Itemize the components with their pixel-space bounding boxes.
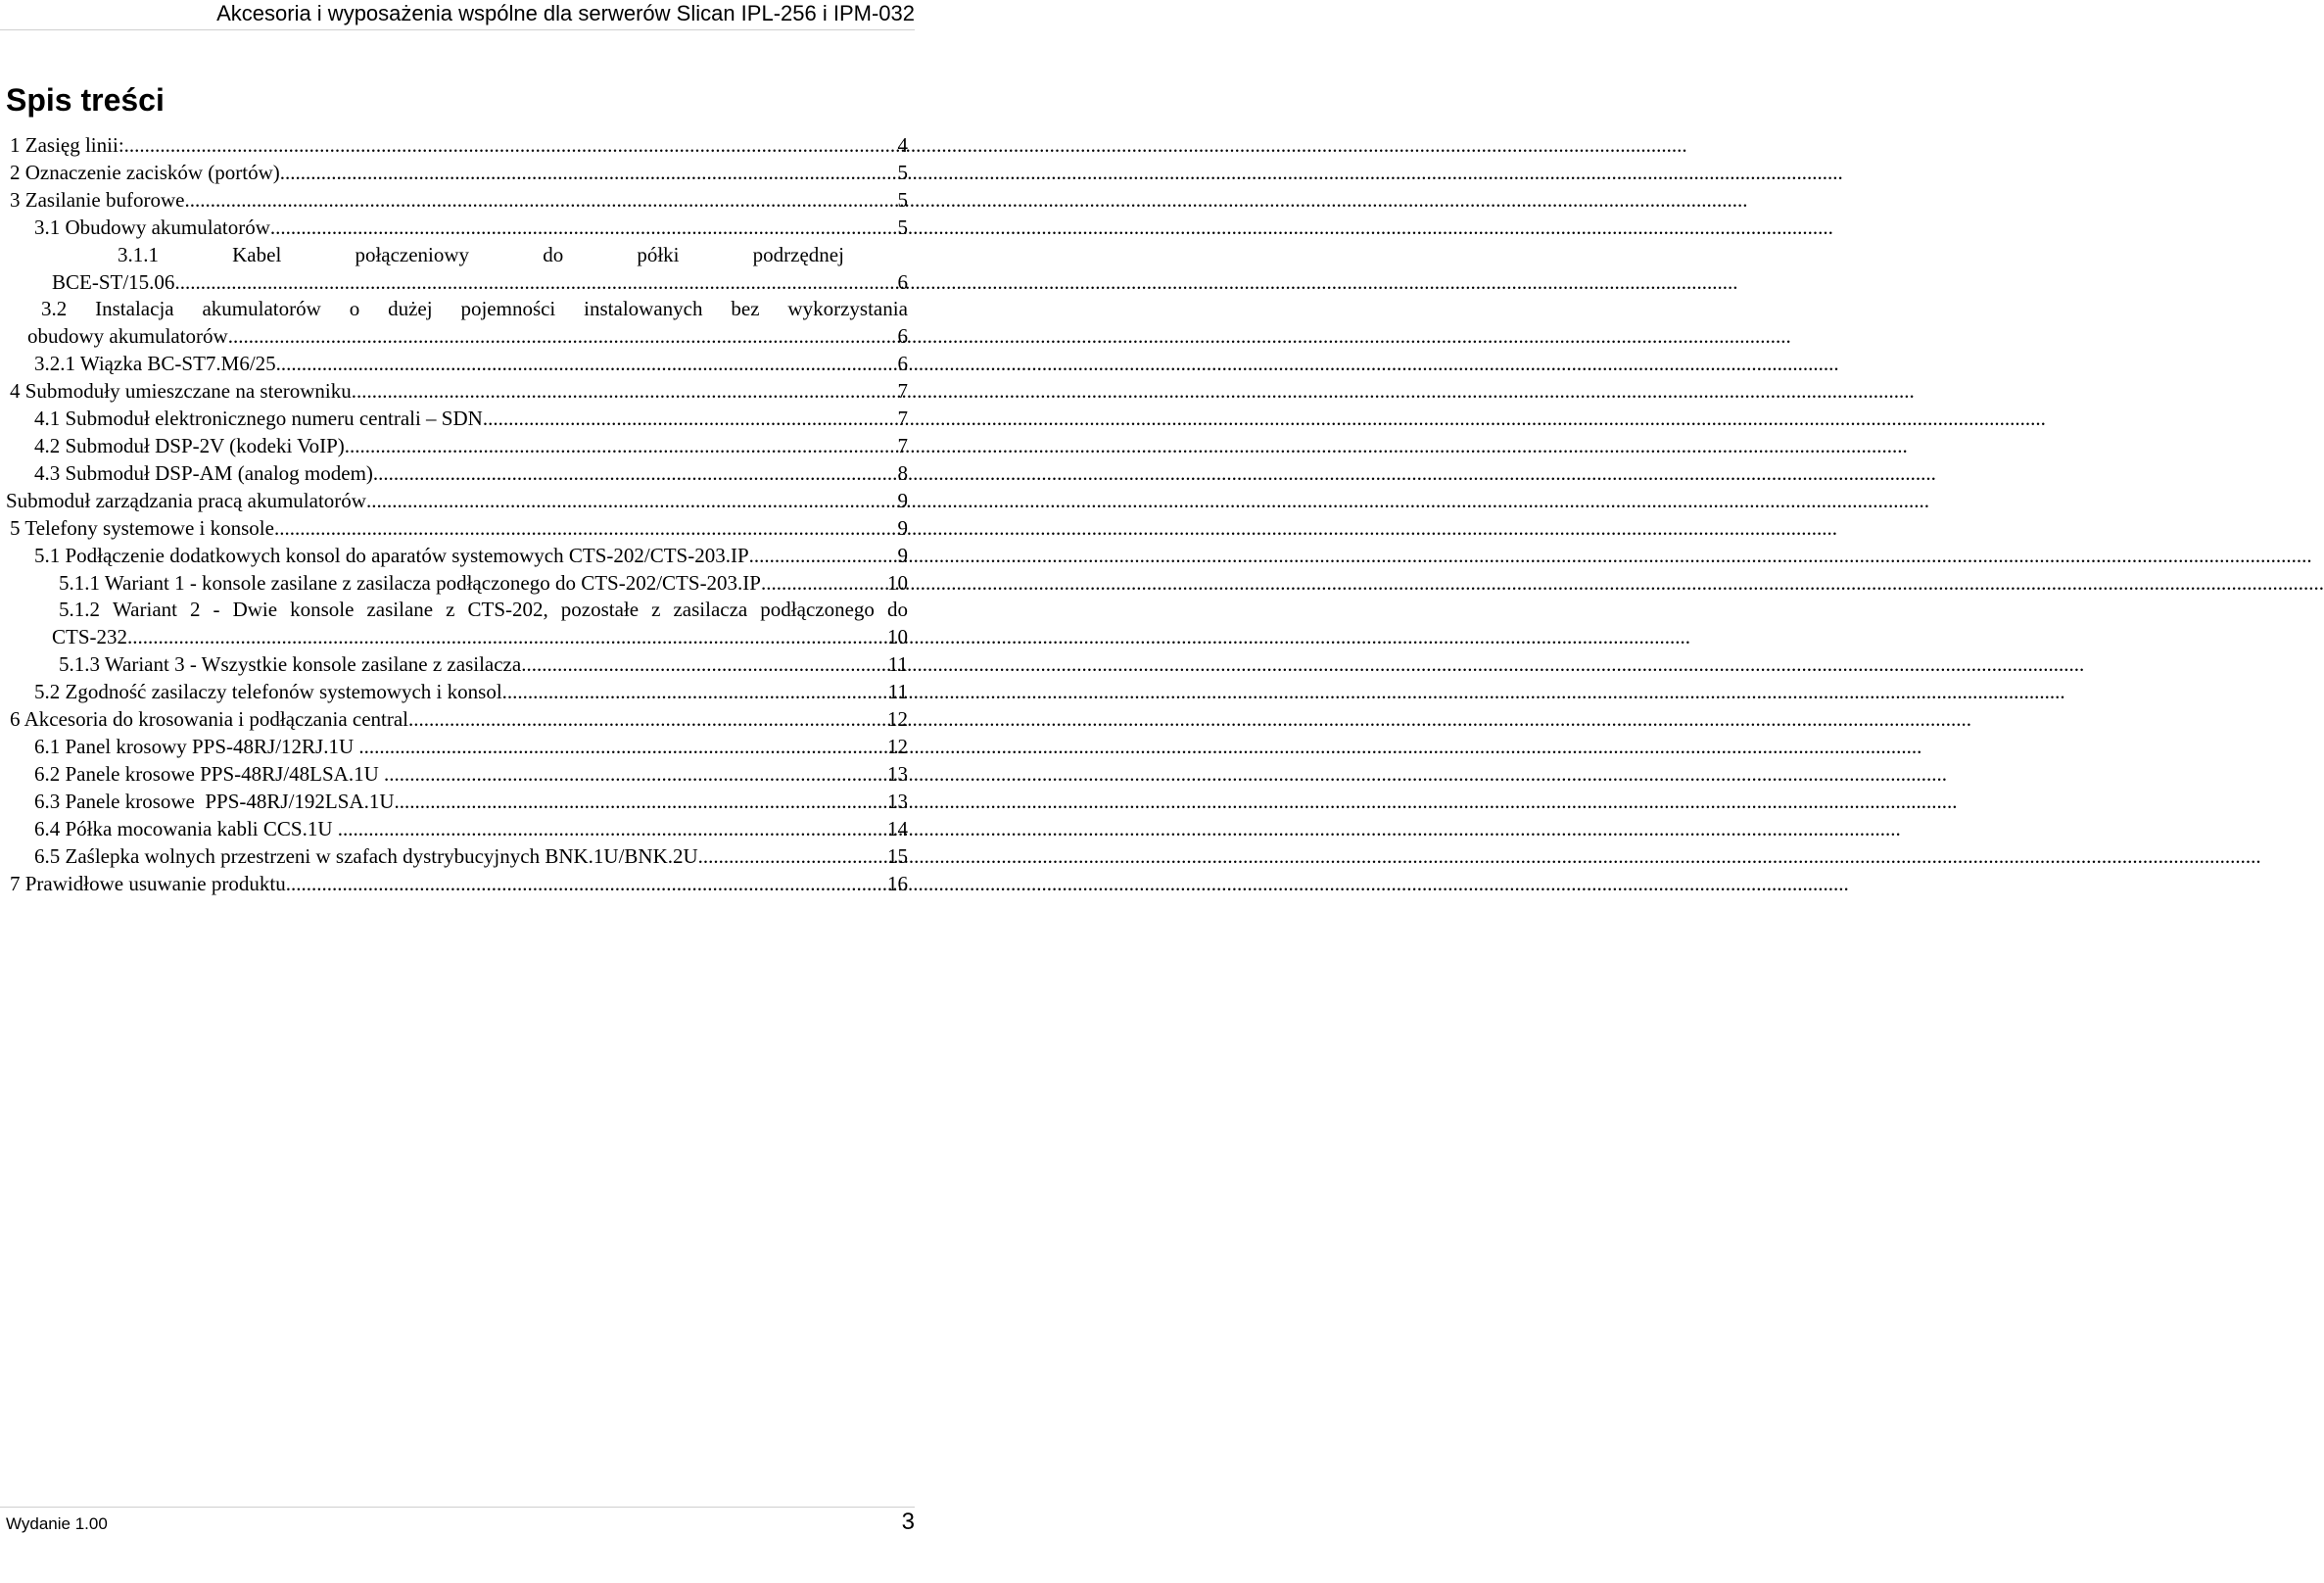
toc-heading: Spis treści: [6, 82, 165, 118]
toc-entry-4-3[interactable]: [34, 459, 908, 488]
toc-leader-dots: [502, 678, 887, 706]
toc-word: z: [446, 598, 455, 621]
toc-page-number: 9: [897, 544, 908, 567]
toc-entry-submodule-battery[interactable]: [6, 487, 908, 515]
toc-leader-dots: [521, 650, 887, 679]
toc-leader-dots: [761, 569, 886, 598]
toc-page-number: 5: [897, 216, 908, 239]
toc-leader-dots: [749, 542, 897, 570]
toc-leader-dots: [373, 459, 897, 488]
toc-entry-title: 6.5 Zaślepka wolnych przestrzeni w szafach dystrybucyjnych BNK.1U/BNK.2U: [34, 844, 698, 868]
toc-word: 2: [190, 598, 201, 621]
toc-entry-title: 3.2.1 Wiązka BC-ST7.M6/25: [34, 352, 276, 375]
toc-entry-title: 7 Prawidłowe usuwanie produktu: [10, 872, 286, 895]
toc-entry-5-1-3[interactable]: [59, 650, 908, 679]
page-number: 3: [901, 1509, 915, 1535]
toc-word: bez: [731, 297, 760, 320]
toc-leader-dots: [384, 760, 886, 789]
toc-entry-6-2[interactable]: [34, 760, 908, 789]
toc-entry-title: 5 Telefony systemowe i konsole: [10, 516, 274, 540]
toc-entry-3-2-line1[interactable]: [41, 295, 908, 323]
toc-leader-dots: [276, 350, 897, 378]
toc-page-number: 4: [897, 133, 908, 157]
toc-page-number: 9: [897, 516, 908, 540]
toc-leader-dots: [698, 842, 886, 871]
toc-entry-5-1-1[interactable]: [59, 569, 908, 598]
toc-word: akumulatorów: [202, 297, 321, 320]
toc-word: połączeniowy: [355, 243, 470, 266]
toc-entry-title: 5.1.1 Wariant 1 - konsole zasilane z zasilacza podłączonego do CTS-202/CTS-203.IP: [59, 571, 761, 595]
toc-page-number: 6: [897, 270, 908, 294]
toc-leader-dots: [274, 514, 897, 543]
toc-entry-title: 5.1 Podłączenie dodatkowych konsol do aparatów systemowych CTS-202/CTS-203.IP: [34, 544, 749, 567]
toc-entry-4[interactable]: [10, 377, 908, 406]
toc-word: podłączonego: [760, 598, 875, 621]
toc-word: do: [886, 598, 908, 621]
toc-entry-title: 6.3 Panele krosowe PPS-48RJ/192LSA.1U: [34, 790, 395, 813]
toc-word: Wariant: [113, 598, 177, 621]
toc-entry-title: 3 Zasilanie buforowe: [10, 188, 185, 212]
toc-entry-title: 5.1.3 Wariant 3 - Wszystkie konsole zasilane z zasilacza: [59, 652, 522, 676]
toc-entry-title: 6.4 Półka mocowania kabli CCS.1U: [34, 817, 338, 840]
toc-entry-title: CTS-232: [52, 625, 128, 648]
toc-page-number: 5: [897, 188, 908, 212]
toc-entry-title: 1 Zasięg linii:: [10, 133, 124, 157]
toc-entry-title: 6 Akcesoria do krosowania i podłączania central: [10, 707, 409, 731]
toc-leader-dots: [483, 405, 897, 433]
toc-entry-3-2-1[interactable]: [34, 350, 908, 378]
toc-page-number: 10: [887, 571, 908, 595]
toc-word: Instalacja: [95, 297, 174, 320]
toc-word: o: [349, 297, 360, 320]
toc-word: wykorzystania: [787, 297, 908, 320]
toc-word: instalowanych: [584, 297, 703, 320]
toc-entry-5-1-2-line1[interactable]: [59, 596, 908, 624]
toc-entry-3[interactable]: [10, 186, 908, 215]
edition-label: Wydanie 1.00: [6, 1514, 108, 1533]
toc-entry-5[interactable]: [10, 514, 908, 543]
toc-entry-6-1[interactable]: [34, 733, 908, 761]
toc-entry-7[interactable]: [10, 870, 908, 898]
toc-page-number: 6: [897, 352, 908, 375]
toc-page-number: 8: [897, 461, 908, 485]
toc-leader-dots: [286, 870, 886, 898]
toc-word: zasilacza: [673, 598, 748, 621]
toc-page-number: 11: [887, 680, 908, 703]
toc-page-number: 13: [887, 790, 908, 813]
toc-word: pozostałe: [560, 598, 640, 621]
toc-entry-title: 5.2 Zgodność zasilaczy telefonów systemowych i konsol: [34, 680, 502, 703]
toc-page-number: 16: [887, 872, 908, 895]
toc-leader-dots: [127, 623, 886, 651]
toc-entry-1[interactable]: [10, 131, 908, 160]
toc-entry-6-4[interactable]: [34, 815, 908, 843]
toc-entry-title: 3.1 Obudowy akumulatorów: [34, 216, 270, 239]
toc-page-number: 9: [897, 489, 908, 512]
toc-leader-dots: [270, 214, 897, 242]
toc-word: Kabel: [232, 243, 282, 266]
toc-entry-title: 6.1 Panel krosowy PPS-48RJ/12RJ.1U: [34, 735, 359, 758]
toc-word: do: [543, 243, 564, 266]
toc-word: zasilane: [366, 598, 434, 621]
toc-entry-4-2[interactable]: [34, 432, 908, 460]
toc-entry-title: 4 Submoduły umieszczane na sterowniku: [10, 379, 352, 403]
toc-page-number: 6: [897, 324, 908, 348]
toc-page-number: 13: [887, 762, 908, 786]
toc-entry-3-1-1[interactable]: [52, 268, 908, 297]
toc-leader-dots: [345, 432, 897, 460]
toc-entry-5-1[interactable]: [34, 542, 908, 570]
toc-entry-title: 4.1 Submoduł elektronicznego numeru centrali – SDN: [34, 407, 483, 430]
toc-leader-dots: [366, 487, 897, 515]
toc-entry-title: 2 Oznaczenie zacisków (portów): [10, 161, 280, 184]
toc-word: CTS-202,: [467, 598, 548, 621]
toc-word: 3.1.1: [118, 243, 159, 266]
toc-word: z: [651, 598, 661, 621]
toc-entry-3-1[interactable]: [34, 214, 908, 242]
page-header: [0, 0, 915, 30]
toc-entry-3-2[interactable]: [27, 322, 908, 351]
toc-entry-5-1-2[interactable]: [52, 623, 908, 651]
toc-leader-dots: [280, 159, 897, 187]
toc-leader-dots: [352, 377, 897, 406]
toc-word: Dwie: [232, 598, 278, 621]
footer-divider: [0, 1507, 915, 1508]
toc-leader-dots: [184, 186, 896, 215]
toc-word: pojemności: [460, 297, 556, 320]
toc-leader-dots: [338, 815, 886, 843]
toc-page-number: 7: [897, 434, 908, 457]
toc-page-number: 5: [897, 161, 908, 184]
document-title: Akcesoria i wyposażenia wspólne dla serwerów Slican IPL-256 i IPM-032: [216, 1, 915, 25]
toc-page-number: 10: [887, 625, 908, 648]
toc-entry-5-2[interactable]: [34, 678, 908, 706]
toc-entry-3-1-1-line1[interactable]: [118, 241, 844, 269]
toc-leader-dots: [228, 322, 897, 351]
toc-entry-6-5[interactable]: [34, 842, 908, 871]
toc-leader-dots: [408, 705, 886, 734]
toc-entry-title: 6.2 Panele krosowe PPS-48RJ/48LSA.1U: [34, 762, 385, 786]
toc-word: podrzędnej: [752, 243, 844, 266]
toc-page-number: 14: [887, 817, 908, 840]
toc-leader-dots: [174, 268, 896, 297]
toc-leader-dots: [395, 788, 886, 816]
toc-word: 3.2: [41, 297, 68, 320]
toc-page-number: 12: [887, 707, 908, 731]
toc-page-number: 15: [887, 844, 908, 868]
toc-entry-2[interactable]: [10, 159, 908, 187]
toc-entry-6-3[interactable]: [34, 788, 908, 816]
toc-word: dużej: [388, 297, 433, 320]
toc-entry-title: Submoduł zarządzania pracą akumulatorów: [6, 489, 366, 512]
toc-entry-4-1[interactable]: [34, 405, 908, 433]
toc-page-number: 7: [897, 379, 908, 403]
toc-word: -: [213, 598, 220, 621]
toc-page-number: 7: [897, 407, 908, 430]
toc-entry-title: 4.3 Submoduł DSP-AM (analog modem): [34, 461, 373, 485]
toc-leader-dots: [358, 733, 886, 761]
toc-page-number: 12: [887, 735, 908, 758]
toc-entry-title: obudowy akumulatorów: [27, 324, 228, 348]
toc-entry-6[interactable]: [10, 705, 908, 734]
toc-entry-title: BCE-ST/15.06: [52, 270, 175, 294]
toc-word: 5.1.2: [59, 598, 100, 621]
toc-leader-dots: [124, 131, 897, 160]
toc-word: półki: [637, 243, 680, 266]
toc-entry-title: 4.2 Submoduł DSP-2V (kodeki VoIP): [34, 434, 345, 457]
toc-page-number: 11: [887, 652, 908, 676]
toc-word: konsole: [290, 598, 355, 621]
